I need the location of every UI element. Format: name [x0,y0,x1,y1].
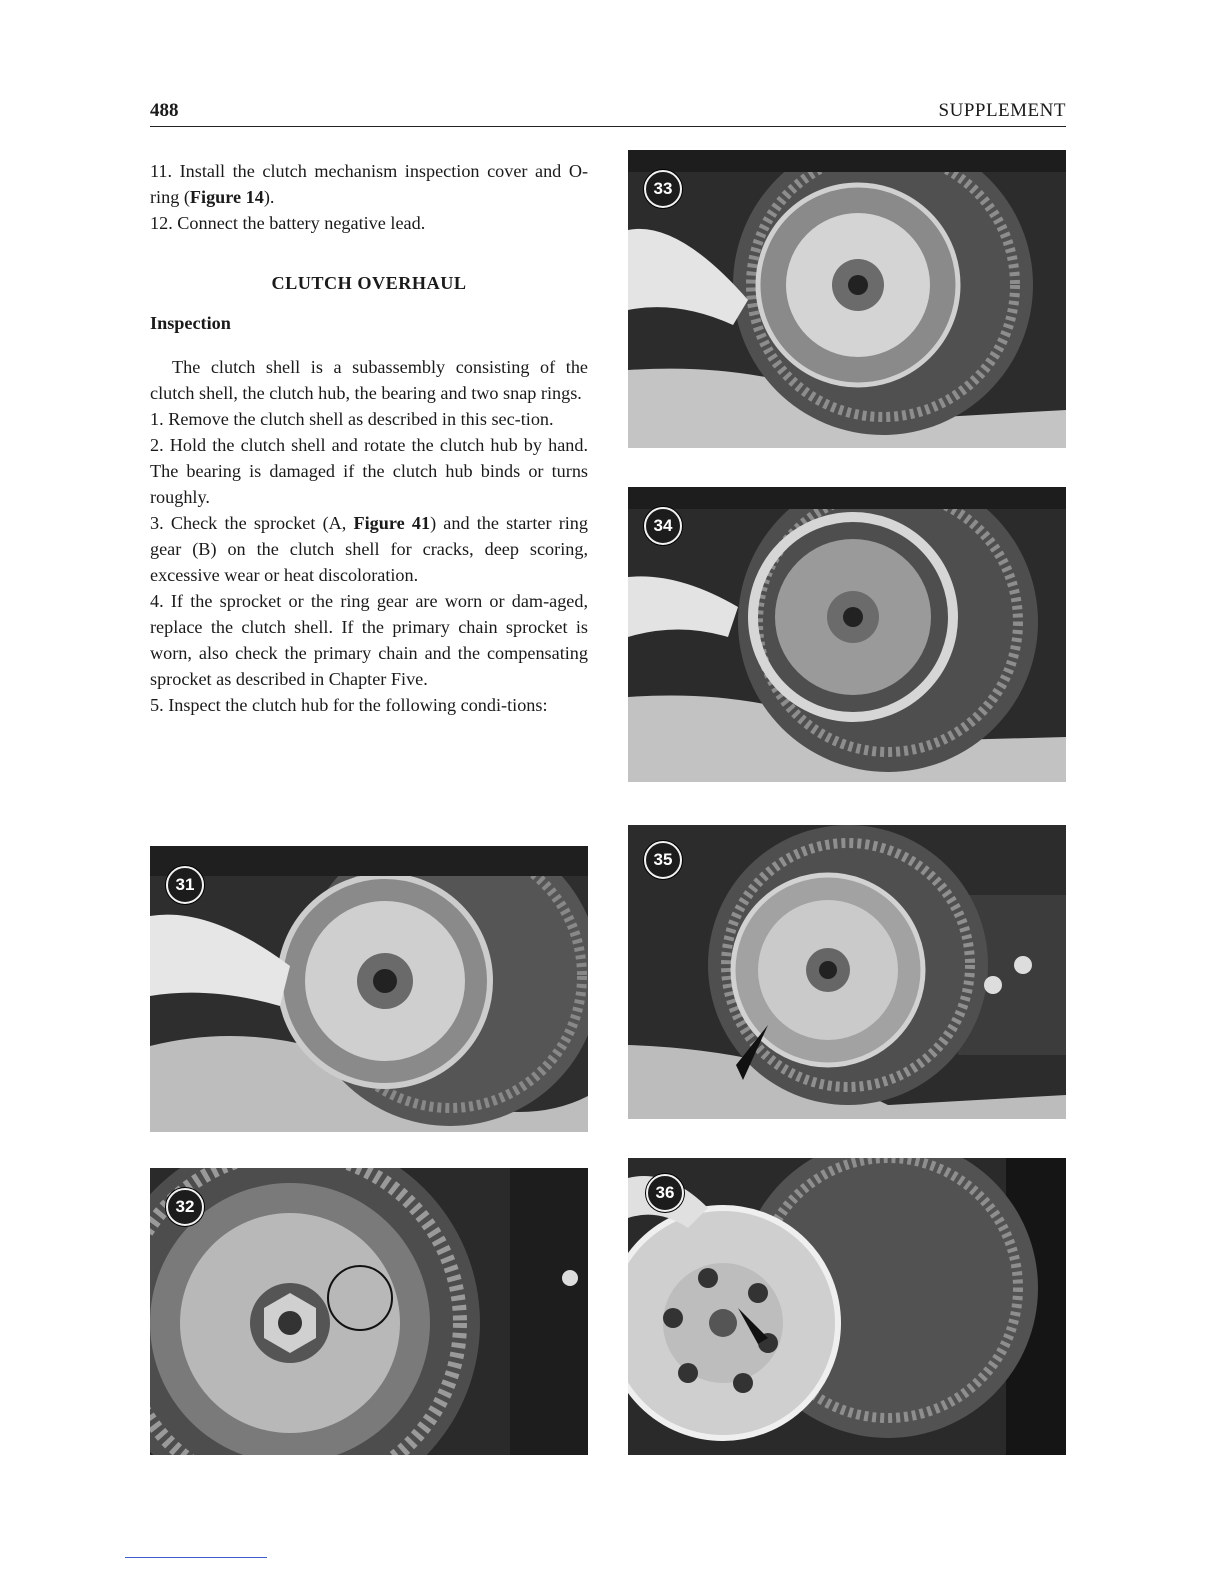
text-column [150,158,588,718]
step-5: 5. Inspect the clutch hub for the following condi-tions: [150,695,548,715]
page-number: 488 [150,100,179,121]
step-2: 2. Hold the clutch shell and rotate the clutch hub by hand. The bearing is damaged if the clutch hub binds or turns roughly. [150,435,589,507]
figure-36-label: 36 [646,1174,684,1212]
step-11: 11. Install the clutch mechanism inspection cover and O-ring (Figure 14). [150,161,589,207]
figure-ref: Figure 41 [353,513,431,533]
clutch-photo-image [628,487,1066,782]
figure-35-label: 35 [644,841,682,879]
footer-divider [125,1557,267,1558]
clutch-photo-image [628,1158,1066,1455]
figure-32-photo [150,1168,588,1455]
clutch-photo-image [150,1168,588,1455]
figure-36-photo [628,1158,1066,1455]
step-1: 1. Remove the clutch shell as described in this sec-tion. [150,409,554,429]
intro-paragraph: The clutch shell is a subassembly consisting of the clutch shell, the clutch hub, the bearing and two snap rings. [150,357,588,403]
clutch-photo-image [150,846,588,1132]
figure-ref: Figure 14 [189,187,264,207]
figure-31-label: 31 [166,866,204,904]
section-title: SUPPLEMENT [938,100,1066,121]
heading-inspection: Inspection [150,313,231,333]
figure-35-photo [628,825,1066,1119]
clutch-photo-image [628,150,1066,448]
page-header [150,100,1066,127]
figure-34-label: 34 [644,507,682,545]
figure-34-photo [628,487,1066,782]
step-4: 4. If the sprocket or the ring gear are worn or dam-aged, replace the clutch shell. If the primary chain sprocket is worn, also check the primary chain and the compensating sprocket as described in Chapter Five. [150,591,589,689]
figure-32-label: 32 [166,1188,204,1226]
heading-clutch-overhaul: CLUTCH OVERHAUL [271,273,467,293]
clutch-photo-image [628,825,1066,1119]
figure-33-photo [628,150,1066,448]
figure-31-photo [150,846,588,1132]
step-3: 3. Check the sprocket (A, Figure 41) and the starter ring gear (B) on the clutch shell for cracks, deep scoring, excessive wear or heat discoloration. [150,513,588,585]
figure-33-label: 33 [644,170,682,208]
step-12: 12. Connect the battery negative lead. [150,213,426,233]
